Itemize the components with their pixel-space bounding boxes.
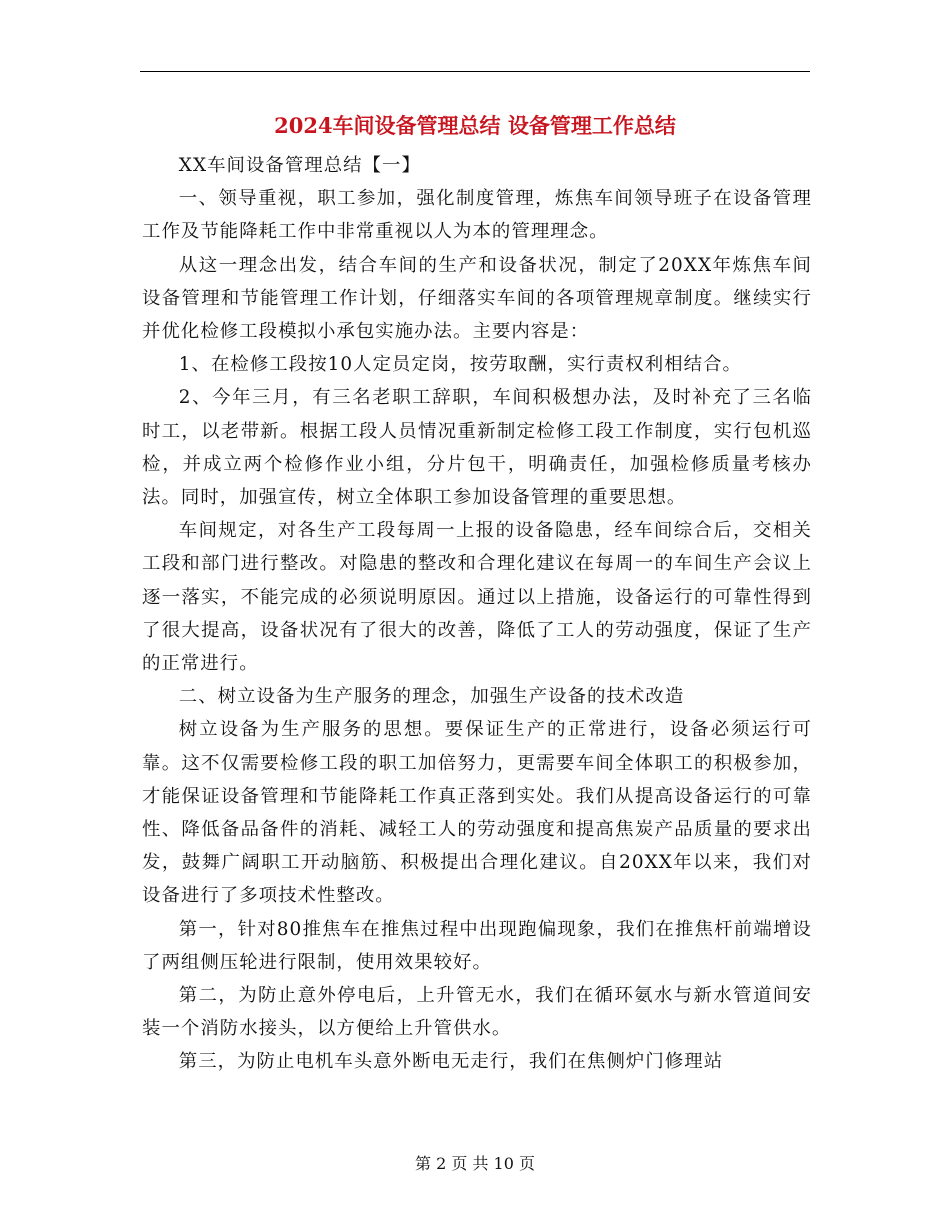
body-paragraph: 2、今年三月，有三名老职工辞职，车间积极想办法，及时补充了三名临时工，以老带新。根据工段人员情况重新制定检修工段工作制度，实行包机巡检，并成立两个检修作业小组，分片包干，明确责任，加强检修质量考核办法。同时，加强宣传，树立全体职工参加设备管理的重要思想。: [142, 387, 812, 509]
body-paragraph: 从这一理念出发，结合车间的生产和设备状况，制定了20XX年炼焦车间设备管理和节能管理工作计划，仔细落实车间的各项管理规章制度。继续实行并优化检修工段模拟小承包实施办法。主要内容是：: [142, 254, 812, 343]
body-paragraph: 第一，针对80推焦车在推焦过程中出现跑偏现象，我们在推焦杆前端增设了两组侧压轮进行限制，使用效果较好。: [142, 918, 812, 973]
document-title: 2024车间设备管理总结 设备管理工作总结: [274, 113, 676, 138]
page-footer: 第 2 页 共 10 页: [415, 1154, 535, 1173]
body-paragraph: 一、领导重视，职工参加，强化制度管理，炼焦车间领导班子在设备管理工作及节能降耗工作中非常重视以人为本的管理理念。: [142, 188, 812, 243]
body-paragraph: 1、在检修工段按10人定员定岗，按劳取酬，实行责权利相结合。: [178, 354, 742, 376]
section-heading: 二、树立设备为生产服务的理念，加强生产设备的技术改造: [178, 686, 685, 708]
body-paragraph: 第三，为防止电机车头意外断电无走行，我们在焦侧炉门修理站: [178, 1051, 724, 1073]
body-paragraph: XX车间设备管理总结【一】: [178, 155, 421, 176]
body-paragraph: 车间规定，对各生产工段每周一上报的设备隐患，经车间综合后，交相关工段和部门进行整改。对隐患的整改和合理化建议在每周一的车间生产会议上逐一落实，不能完成的必须说明原因。通过以上措施，设备运行的可靠性得到了很大提高，设备状况有了很大的改善，降低了工人的劳动强度，保证了生产的正常进行。: [142, 520, 812, 675]
body-paragraph: 树立设备为生产服务的思想。要保证生产的正常进行，设备必须运行可靠。这不仅需要检修工段的职工加倍努力，更需要车间全体职工的积极参加，才能保证设备管理和节能降耗工作真正落到实处。我们从提高设备运行的可靠性、降低备品备件的消耗、减轻工人的劳动强度和提高焦炭产品质量的要求出发，鼓舞广阔职工开动脑筋、积极提出合理化建议。自20XX年以来，我们对设备进行了多项技术性整改。: [142, 719, 812, 907]
body-paragraph: 第二，为防止意外停电后，上升管无水，我们在循环氨水与新水管道间安装一个消防水接头，以方便给上升管供水。: [142, 985, 812, 1040]
document-body: [142, 149, 812, 1079]
header-rule: [140, 71, 810, 72]
